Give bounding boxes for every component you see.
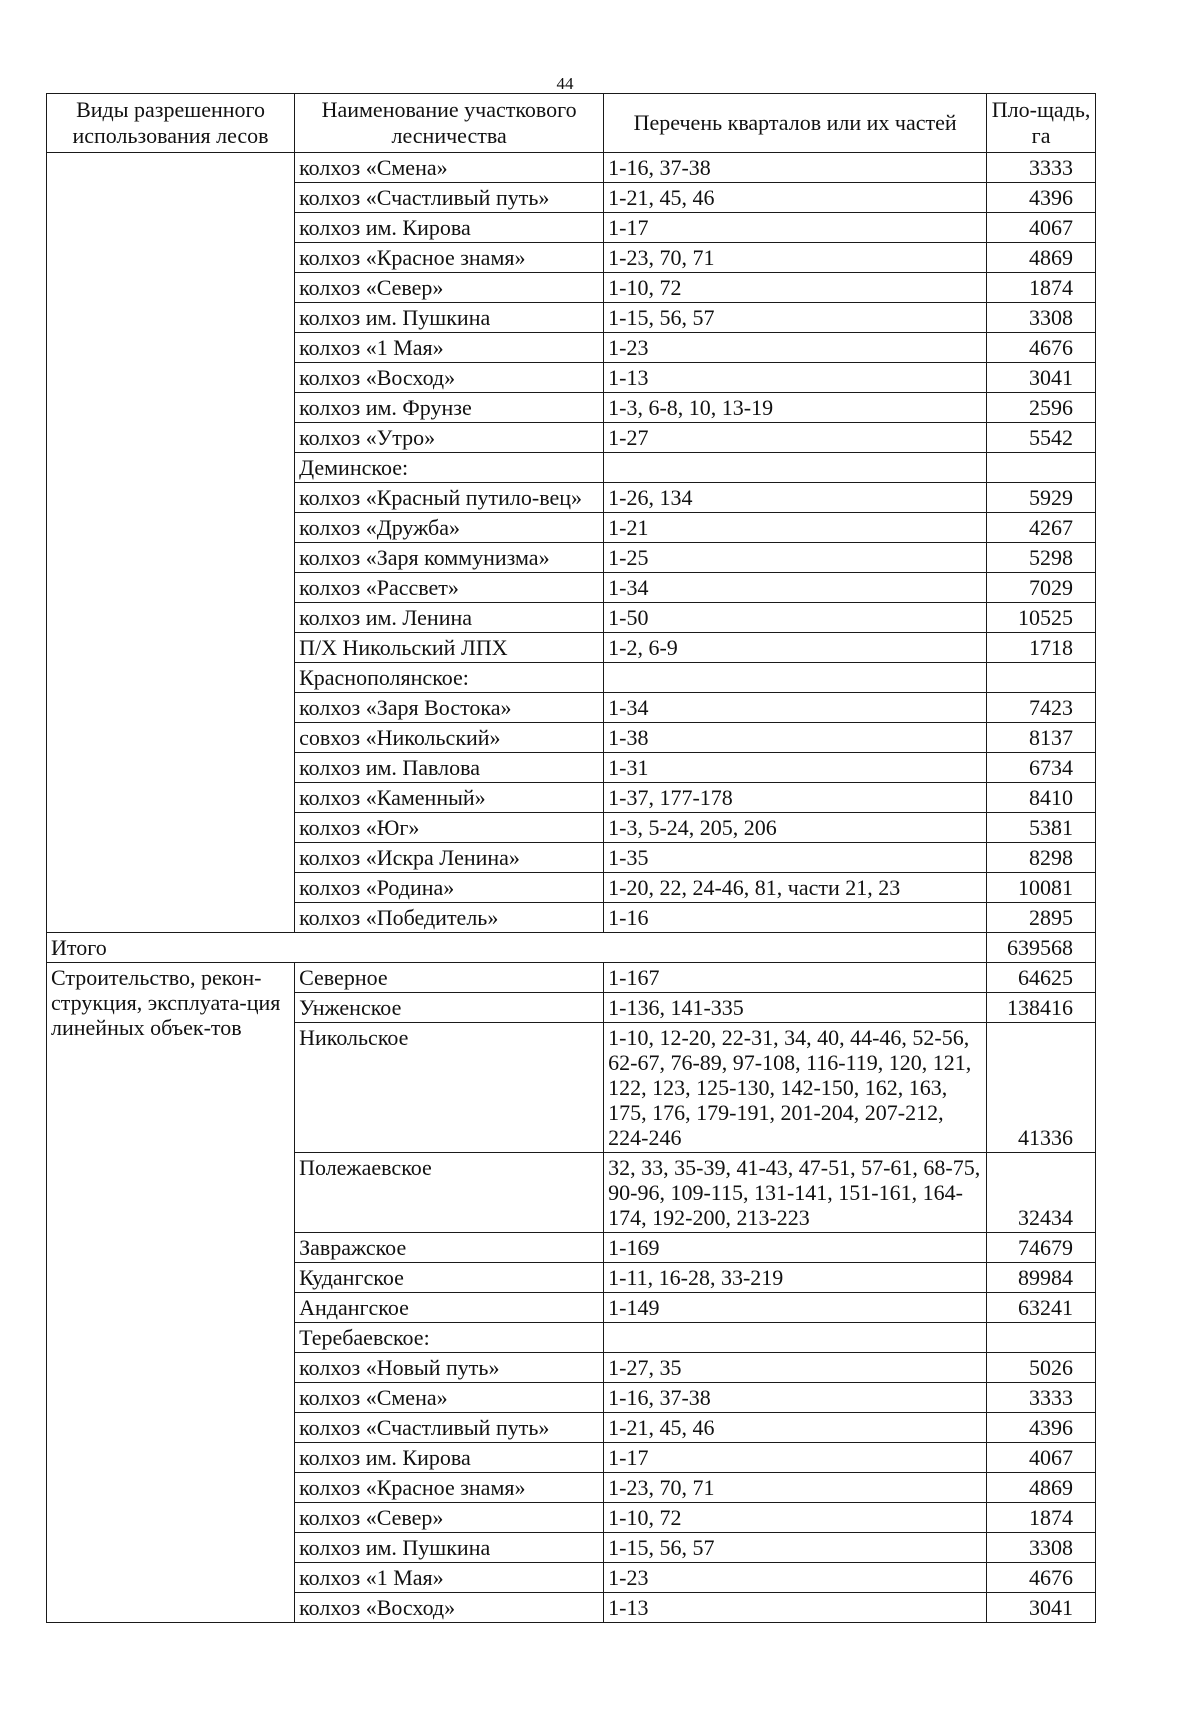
- blocks-cell: 1-13: [604, 1593, 987, 1623]
- area-cell: 1718: [987, 633, 1096, 663]
- forest-use-table: [46, 93, 1096, 1623]
- blocks-cell: 1-21, 45, 46: [604, 1413, 987, 1443]
- blocks-cell: [604, 453, 987, 483]
- area-cell: 5542: [987, 423, 1096, 453]
- forestry-name-cell: колхоз «Заря коммунизма»: [295, 543, 604, 573]
- area-cell: 7423: [987, 693, 1096, 723]
- area-cell: 4676: [987, 333, 1096, 363]
- forestry-name-cell: колхоз «Восход»: [295, 1593, 604, 1623]
- blocks-cell: 1-2, 6-9: [604, 633, 987, 663]
- area-cell: 10525: [987, 603, 1096, 633]
- forestry-name-cell: колхоз «Красное знамя»: [295, 1473, 604, 1503]
- forestry-name-cell: колхоз им. Кирова: [295, 1443, 604, 1473]
- blocks-cell: 1-11, 16-28, 33-219: [604, 1263, 987, 1293]
- area-cell: [987, 1323, 1096, 1353]
- area-cell: 4067: [987, 213, 1096, 243]
- area-cell: 4869: [987, 1473, 1096, 1503]
- blocks-cell: 1-34: [604, 573, 987, 603]
- header-row: [47, 94, 1096, 153]
- area-cell: 41336: [987, 1023, 1096, 1153]
- area-cell: 64625: [987, 963, 1096, 993]
- area-cell: 3333: [987, 153, 1096, 183]
- area-cell: 3308: [987, 303, 1096, 333]
- header-use-type: Виды разрешенного использования лесов: [47, 94, 295, 153]
- area-cell: 5929: [987, 483, 1096, 513]
- forestry-name-cell: Краснополянское:: [295, 663, 604, 693]
- blocks-cell: 1-27, 35: [604, 1353, 987, 1383]
- forestry-name-cell: колхоз «Рассвет»: [295, 573, 604, 603]
- area-cell: 3308: [987, 1533, 1096, 1563]
- blocks-cell: 1-20, 22, 24-46, 81, части 21, 23: [604, 873, 987, 903]
- area-cell: 4676: [987, 1563, 1096, 1593]
- area-cell: 6734: [987, 753, 1096, 783]
- area-cell: 4396: [987, 1413, 1096, 1443]
- blocks-cell: [604, 663, 987, 693]
- area-cell: 8298: [987, 843, 1096, 873]
- blocks-cell: 1-16, 37-38: [604, 153, 987, 183]
- area-cell: 4396: [987, 183, 1096, 213]
- area-cell: 7029: [987, 573, 1096, 603]
- header-blocks: Перечень кварталов или их частей: [604, 94, 987, 153]
- forestry-name-cell: колхоз «1 Мая»: [295, 1563, 604, 1593]
- area-cell: 89984: [987, 1263, 1096, 1293]
- forestry-name-cell: П/Х Никольский ЛПХ: [295, 633, 604, 663]
- blocks-cell: 1-3, 6-8, 10, 13-19: [604, 393, 987, 423]
- forestry-name-cell: Полежаевское: [295, 1153, 604, 1233]
- forestry-name-cell: колхоз им. Кирова: [295, 213, 604, 243]
- forestry-name-cell: колхоз «Счастливый путь»: [295, 1413, 604, 1443]
- blocks-cell: 1-35: [604, 843, 987, 873]
- blocks-cell: 1-23, 70, 71: [604, 1473, 987, 1503]
- area-cell: 3041: [987, 1593, 1096, 1623]
- forestry-name-cell: колхоз «Север»: [295, 1503, 604, 1533]
- forestry-name-cell: колхоз «Родина»: [295, 873, 604, 903]
- forestry-name-cell: колхоз им. Фрунзе: [295, 393, 604, 423]
- forestry-name-cell: колхоз им. Пушкина: [295, 1533, 604, 1563]
- header-forestry: Наименование участкового лесничества: [295, 94, 604, 153]
- area-cell: 3333: [987, 1383, 1096, 1413]
- forestry-name-cell: Деминское:: [295, 453, 604, 483]
- area-cell: 8137: [987, 723, 1096, 753]
- forestry-name-cell: колхоз «Искра Ленина»: [295, 843, 604, 873]
- blocks-cell: 1-10, 72: [604, 1503, 987, 1533]
- forestry-name-cell: Северное: [295, 963, 604, 993]
- area-cell: 63241: [987, 1293, 1096, 1323]
- use-type-cell-continued: [47, 153, 295, 933]
- total-label: Итого: [47, 933, 987, 963]
- forestry-name-cell: совхоз «Никольский»: [295, 723, 604, 753]
- forestry-name-cell: Кудангское: [295, 1263, 604, 1293]
- use-type-cell: Строительство, рекон-струкция, эксплуата-ция линейных объек-тов: [47, 963, 295, 1623]
- blocks-cell: 1-21: [604, 513, 987, 543]
- forestry-name-cell: колхоз «Юг»: [295, 813, 604, 843]
- forestry-name-cell: колхоз «Каменный»: [295, 783, 604, 813]
- forestry-name-cell: колхоз «Заря Востока»: [295, 693, 604, 723]
- blocks-cell: 1-21, 45, 46: [604, 183, 987, 213]
- forestry-name-cell: Теребаевское:: [295, 1323, 604, 1353]
- forest-use-table-container: [46, 93, 1096, 1623]
- table-row: [47, 153, 1096, 183]
- area-cell: [987, 453, 1096, 483]
- area-cell: 10081: [987, 873, 1096, 903]
- table-body: [47, 153, 1096, 1623]
- area-cell: 5026: [987, 1353, 1096, 1383]
- blocks-cell: 1-169: [604, 1233, 987, 1263]
- forestry-name-cell: Никольское: [295, 1023, 604, 1153]
- total-area: 639568: [987, 933, 1096, 963]
- forestry-name-cell: колхоз «Счастливый путь»: [295, 183, 604, 213]
- blocks-cell: 1-16, 37-38: [604, 1383, 987, 1413]
- forestry-name-cell: колхоз им. Ленина: [295, 603, 604, 633]
- area-cell: 5381: [987, 813, 1096, 843]
- blocks-cell: 1-10, 72: [604, 273, 987, 303]
- forestry-name-cell: колхоз «Красный путило-вец»: [295, 483, 604, 513]
- forestry-name-cell: Андангское: [295, 1293, 604, 1323]
- blocks-cell: 1-38: [604, 723, 987, 753]
- blocks-cell: 1-136, 141-335: [604, 993, 987, 1023]
- blocks-cell: 1-167: [604, 963, 987, 993]
- blocks-cell: 1-50: [604, 603, 987, 633]
- blocks-cell: 1-37, 177-178: [604, 783, 987, 813]
- blocks-cell: 1-17: [604, 1443, 987, 1473]
- blocks-cell: 1-149: [604, 1293, 987, 1323]
- forestry-name-cell: Завражское: [295, 1233, 604, 1263]
- blocks-cell: 1-16: [604, 903, 987, 933]
- total-row: [47, 933, 1096, 963]
- forestry-name-cell: колхоз им. Павлова: [295, 753, 604, 783]
- blocks-cell: 1-34: [604, 693, 987, 723]
- forestry-name-cell: колхоз «Дружба»: [295, 513, 604, 543]
- area-cell: 32434: [987, 1153, 1096, 1233]
- blocks-cell: 1-15, 56, 57: [604, 1533, 987, 1563]
- blocks-cell: 1-17: [604, 213, 987, 243]
- blocks-cell: 1-15, 56, 57: [604, 303, 987, 333]
- area-cell: 138416: [987, 993, 1096, 1023]
- area-cell: 3041: [987, 363, 1096, 393]
- area-cell: 4267: [987, 513, 1096, 543]
- forestry-name-cell: колхоз «Север»: [295, 273, 604, 303]
- header-area: Пло-щадь, га: [987, 94, 1096, 153]
- blocks-cell: 1-23: [604, 1563, 987, 1593]
- forestry-name-cell: колхоз «Смена»: [295, 1383, 604, 1413]
- table-header: [47, 94, 1096, 153]
- forestry-name-cell: Унженское: [295, 993, 604, 1023]
- blocks-cell: 1-13: [604, 363, 987, 393]
- forestry-name-cell: колхоз «Победитель»: [295, 903, 604, 933]
- forestry-name-cell: колхоз им. Пушкина: [295, 303, 604, 333]
- blocks-cell: 1-10, 12-20, 22-31, 34, 40, 44-46, 52-56, 62-67, 76-89, 97-108, 116-119, 120, 121, 122, 123, 125-130, 142-150, 162, 163, 175, 176, 179-191, 201-204, 207-212, 224-246: [604, 1023, 987, 1153]
- blocks-cell: [604, 1323, 987, 1353]
- area-cell: 1874: [987, 1503, 1096, 1533]
- area-cell: 74679: [987, 1233, 1096, 1263]
- blocks-cell: 1-26, 134: [604, 483, 987, 513]
- forestry-name-cell: колхоз «1 Мая»: [295, 333, 604, 363]
- forestry-name-cell: колхоз «Красное знамя»: [295, 243, 604, 273]
- forestry-name-cell: колхоз «Утро»: [295, 423, 604, 453]
- forestry-name-cell: колхоз «Смена»: [295, 153, 604, 183]
- blocks-cell: 1-3, 5-24, 205, 206: [604, 813, 987, 843]
- forestry-name-cell: колхоз «Новый путь»: [295, 1353, 604, 1383]
- area-cell: 4869: [987, 243, 1096, 273]
- area-cell: 2895: [987, 903, 1096, 933]
- area-cell: 1874: [987, 273, 1096, 303]
- page-number: 44: [556, 74, 574, 93]
- blocks-cell: 1-23: [604, 333, 987, 363]
- area-cell: [987, 663, 1096, 693]
- blocks-cell: 32, 33, 35-39, 41-43, 47-51, 57-61, 68-75, 90-96, 109-115, 131-141, 151-161, 164-174, 192-200, 213-223: [604, 1153, 987, 1233]
- area-cell: 4067: [987, 1443, 1096, 1473]
- blocks-cell: 1-23, 70, 71: [604, 243, 987, 273]
- table-row: [47, 963, 1096, 993]
- area-cell: 2596: [987, 393, 1096, 423]
- blocks-cell: 1-25: [604, 543, 987, 573]
- blocks-cell: 1-27: [604, 423, 987, 453]
- area-cell: 5298: [987, 543, 1096, 573]
- forestry-name-cell: колхоз «Восход»: [295, 363, 604, 393]
- blocks-cell: 1-31: [604, 753, 987, 783]
- area-cell: 8410: [987, 783, 1096, 813]
